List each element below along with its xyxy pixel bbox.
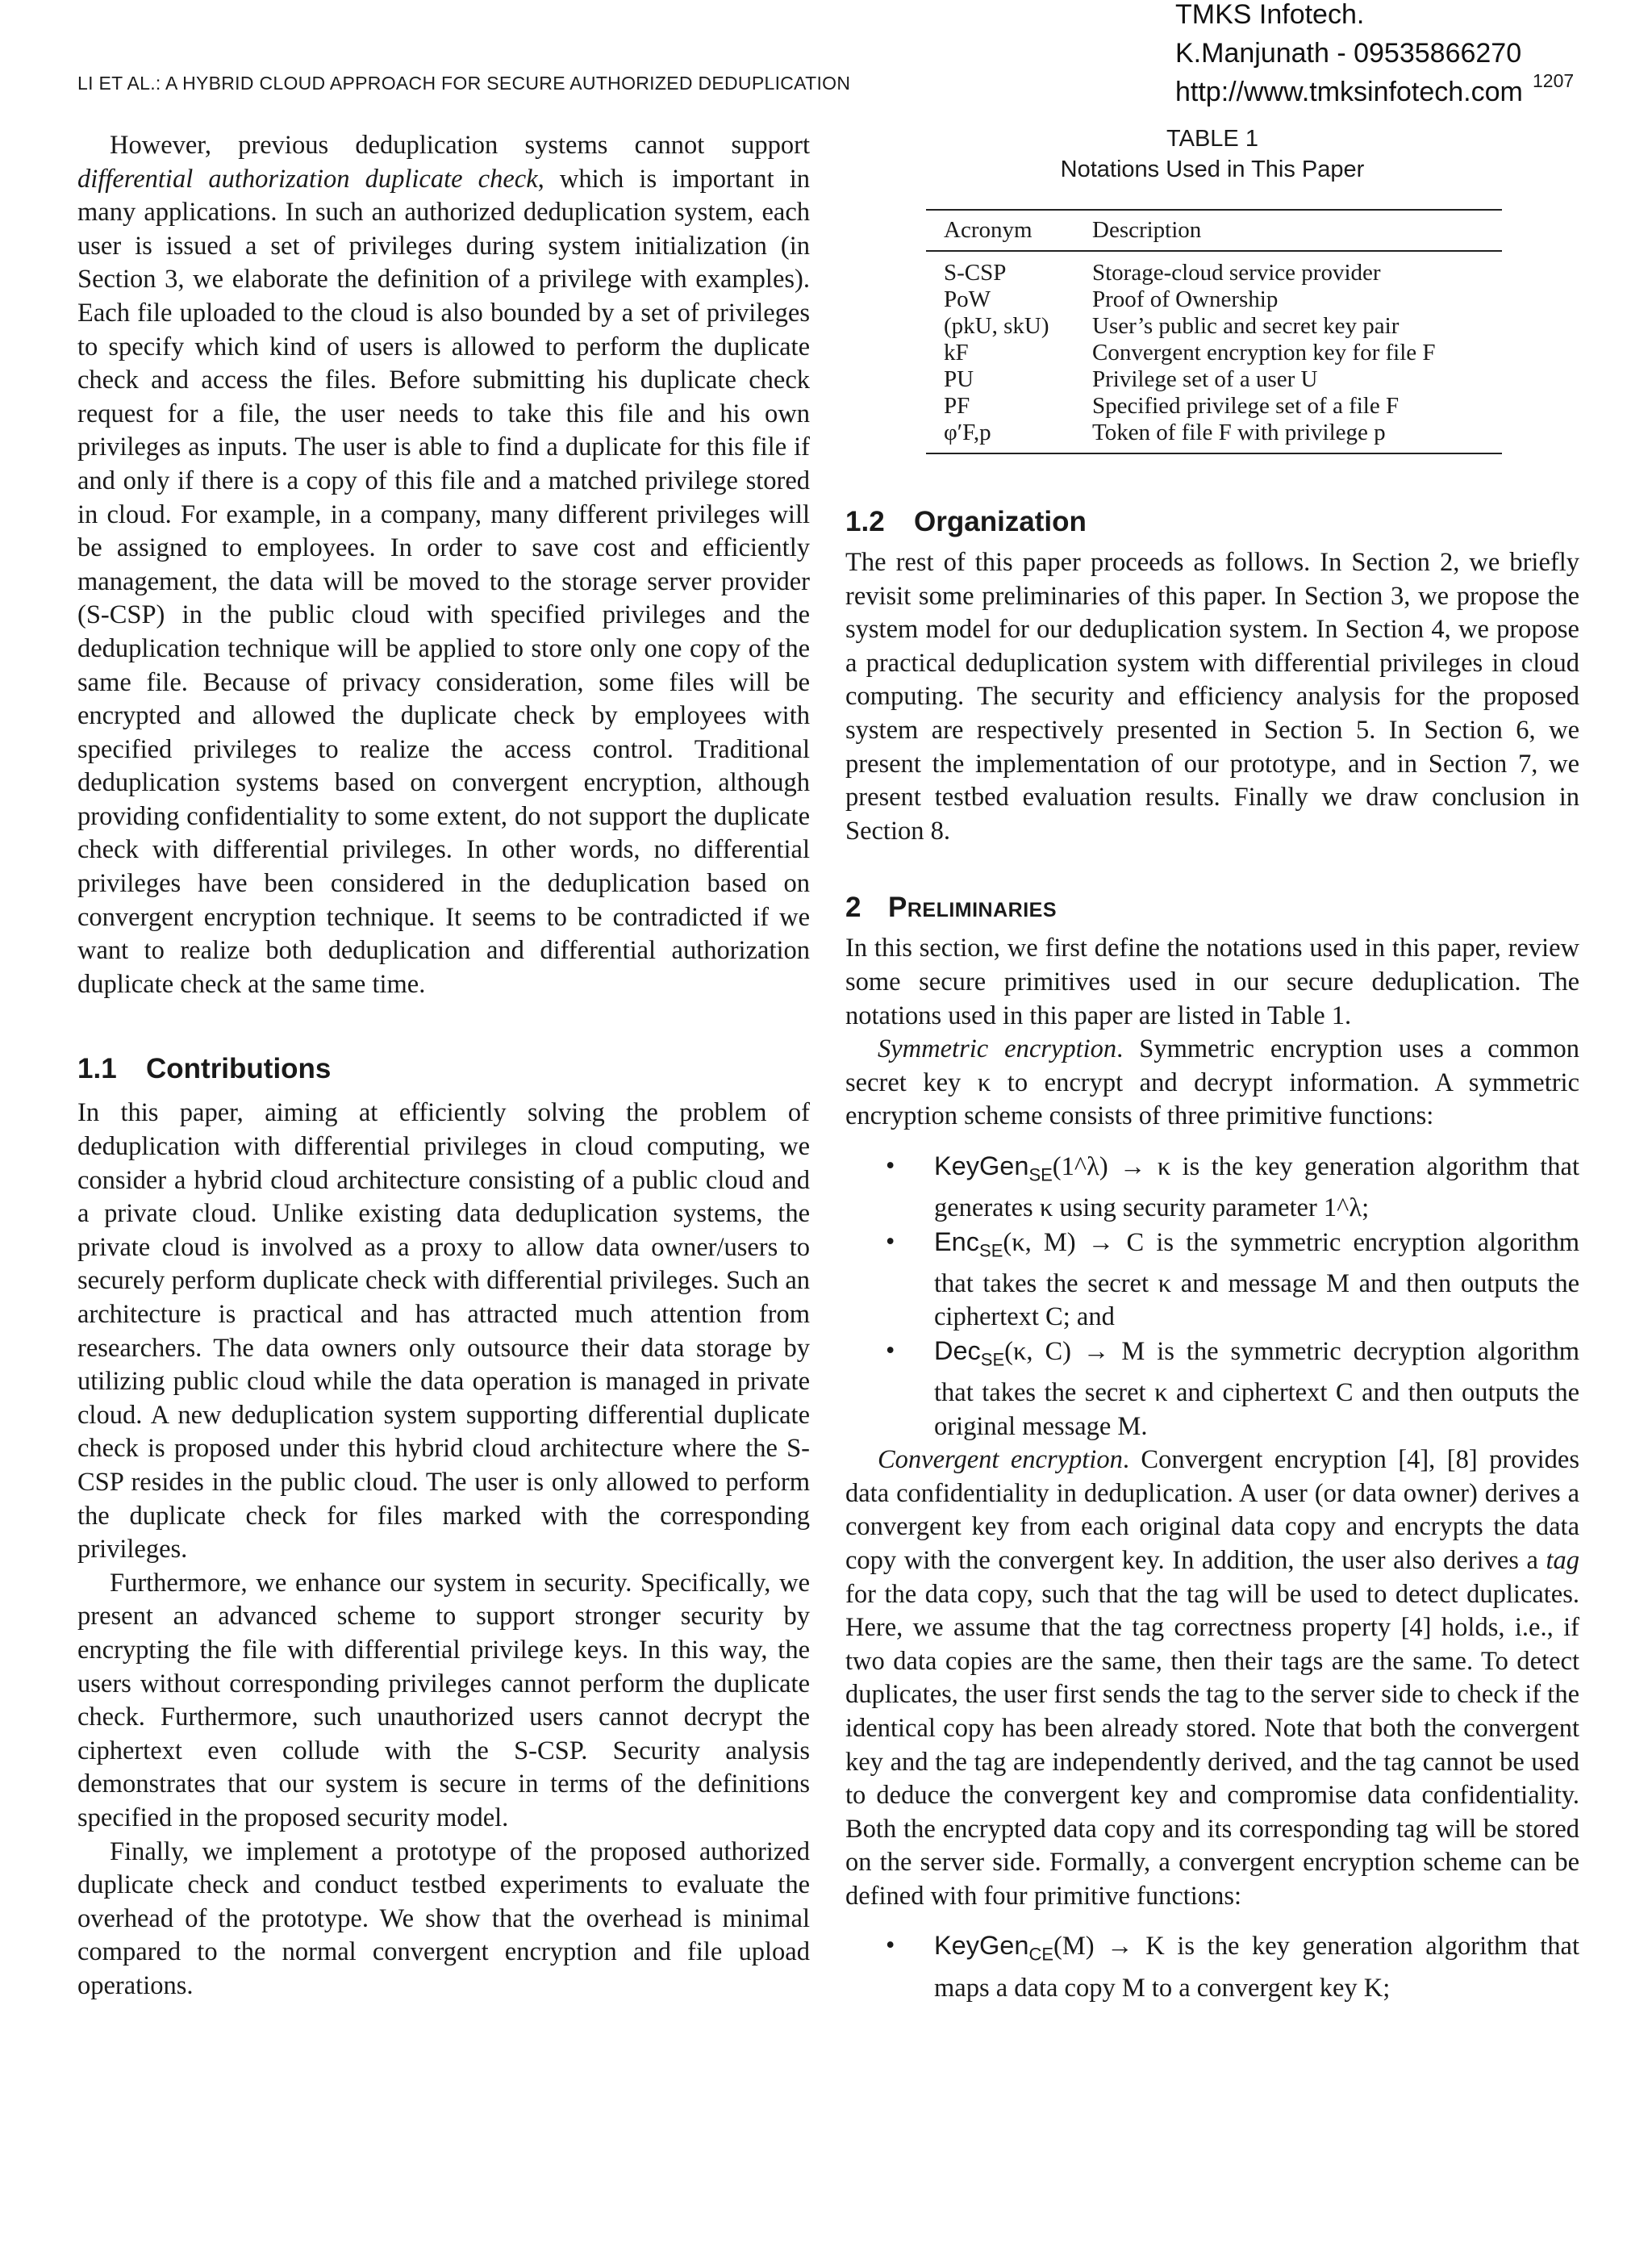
table-cell-acronym: (pkU, skU) xyxy=(944,313,1049,339)
function-list-item xyxy=(886,1226,1579,1335)
table-row xyxy=(926,251,1502,286)
contributions-paragraph-3: Finally, we implement a prototype of the proposed authorized duplicate check and conduct testbed experiments to evaluate the overhead of the prototype. We show that the overhead is minimal compared to the normal convergent encryption and file upload operations. xyxy=(77,1836,810,2000)
intro-paragraph: However, previous deduplication systems cannot support differential authorization duplicate check, which is important in many applications. In such an authorized deduplication system, each user is issued a set of privileges during system initialization (in Section 3, we elaborate the definition of a privilege with examples). Each file uploaded to the cloud is also bounded by a set of privileges to specify which kind of users is allowed to perform the duplicate check and access the files. Before submitting his duplicate check request for a file, the user needs to take this file and his own privileges as inputs. The user is able to find a duplicate for this file if and only if there is a copy of this file and a matched privilege stored in cloud. For example, in a company, many different privileges will be assigned to employees. In order to save cost and efficiently management, the data will be moved to the storage server provider (S-CSP) in the public cloud with specified privileges and the deduplication technique will be applied to store only one copy of the same file. Because of privacy consideration, some files will be encrypted and allowed the duplicate check by employees with specified privileges to realize the access control. Traditional deduplication systems based on convergent encryption, although providing confidentiality to some extent, do not support the duplicate check with differential privileges. In other words, no differential privileges have been considered in the deduplication based on convergent encryption technique. It seems to be contradicted if we want to realize both deduplication and differential authorization duplicate check at the same time. xyxy=(77,131,810,999)
convergent-function-list xyxy=(845,1929,1579,2005)
function-signature: (κ, C) → M xyxy=(1004,1336,1145,1366)
symmetric-encryption-paragraph: Symmetric encryption. Symmetric encryption uses a common secret key κ to encrypt and decrypt information. A symmetric encryption scheme consists of three primitive functions: xyxy=(845,1034,1579,1131)
table-cell-acronym: φ′F,p xyxy=(926,420,1074,453)
watermark-url[interactable]: http://www.tmksinfotech.com xyxy=(1175,77,1523,107)
function-name: KeyGen$_{CE}$ xyxy=(934,1931,1053,1965)
function-name: KeyGen$_{SE}$ xyxy=(934,1151,1053,1185)
convergent-encryption-paragraph: Convergent encryption. Convergent encryption [4], [8] provides data confidentiality in deduplication. A user (or data owner) derives a convergent key from each original data copy and encrypts the data copy with the convergent key. In addition, the user also derives a tag for the data copy, such that the tag will be used to detect duplicates. Here, we assume that the tag correctness property [4] holds, i.e., if two data copies are the same, then their tags are the same. To detect duplicates, the user first sends the tag to the server side to check if the identical copy has been already stored. Note that both the convergent key and the tag are independently derived, and the tag cannot be used to deduce the convergent key and compromise data confidentiality. Both the encrypted data copy and its corresponding tag will be stored on the server side. Formally, a convergent encryption scheme can be defined with four primitive functions: xyxy=(845,1445,1579,1911)
contributions-paragraph-2: Furthermore, we enhance our system in security. Specifically, we present an advanced scheme to support stronger security by encrypting the file with differential privilege keys. In this way, the users without corresponding privileges cannot perform the duplicate check. Furthermore, such unauthorized users cannot decrypt the ciphertext even collude with the S-CSP. Security analysis demonstrates that our system is secure in terms of the definitions specified in the proposed security model. xyxy=(77,1568,810,1832)
table-cell-acronym: PU xyxy=(944,366,974,392)
table-cell-description: User’s public and secret key pair xyxy=(1092,313,1400,339)
table-cell-acronym: PF xyxy=(944,393,970,419)
watermark-contact: K.Manjunath - 09535866270 xyxy=(1175,38,1522,69)
table-cell-description: Storage-cloud service provider xyxy=(1092,260,1381,286)
function-signature: (κ, M) → C xyxy=(1003,1227,1145,1257)
running-head: LI ET AL.: A HYBRID CLOUD APPROACH FOR SECURE AUTHORIZED DEDUPLICATION xyxy=(77,73,851,94)
heading-preliminaries: 2 Preliminaries xyxy=(845,892,1058,924)
table-row xyxy=(926,313,1502,340)
function-list-item xyxy=(886,1929,1580,2005)
convergent-encryption-term: Convergent encryption xyxy=(878,1445,1123,1475)
function-signature: (M) → K xyxy=(1053,1932,1165,1961)
tag-term: tag xyxy=(1546,1545,1579,1575)
left-column xyxy=(77,129,810,2003)
table-row xyxy=(926,366,1502,393)
table-label: TABLE 1 xyxy=(1166,126,1258,152)
table-cell-acronym: S-CSP xyxy=(944,260,1007,286)
table-cell-description: Privilege set of a user U xyxy=(1092,366,1318,392)
function-description: is the symmetric decryption algorithm that takes the secret κ and ciphertext C and then outputs the original message M. xyxy=(934,1336,1579,1441)
table-header-description: Description xyxy=(1074,210,1502,251)
table-header-acronym: Acronym xyxy=(926,210,1074,251)
function-list-item xyxy=(886,1150,1579,1226)
heading-organization: 1.2 Organization xyxy=(845,506,1087,537)
page-number: 1207 xyxy=(1533,70,1575,91)
heading-contributions: 1.1 Contributions xyxy=(77,1053,332,1085)
watermark xyxy=(1175,0,1523,111)
table-cell-description: Token of file F with privilege p xyxy=(1074,420,1502,453)
notation-table xyxy=(926,209,1502,454)
table-cell-acronym: PoW xyxy=(944,286,991,312)
emphasis-term: differential authorization duplicate check xyxy=(77,164,538,194)
table-cell-acronym: kF xyxy=(944,340,969,366)
function-name: Enc$_{SE}$ xyxy=(934,1226,1003,1261)
function-description: is the key generation algorithm that maps a data copy M to a convergent key K; xyxy=(934,1932,1580,2003)
function-signature: (1^λ) → κ xyxy=(1052,1151,1171,1181)
table-caption xyxy=(845,123,1579,185)
symmetric-function-list xyxy=(845,1150,1579,1443)
table-row xyxy=(926,286,1502,313)
bullet-icon: • xyxy=(886,1151,895,1180)
bullet-icon: • xyxy=(886,1226,895,1256)
table-cell-description: Specified privilege set of a file F xyxy=(1092,393,1400,419)
table-row xyxy=(926,420,1502,453)
function-name: Dec$_{SE}$ xyxy=(934,1335,1005,1370)
watermark-company: TMKS Infotech. xyxy=(1175,0,1365,30)
function-description: is the symmetric encryption algorithm that takes the secret κ and message M and then outputs the ciphertext C; and xyxy=(934,1227,1579,1332)
function-description: is the key generation algorithm that generates κ using security parameter 1^λ; xyxy=(934,1151,1579,1222)
bullet-icon: • xyxy=(886,1335,895,1365)
table-row xyxy=(926,340,1502,366)
function-list-item xyxy=(886,1335,1579,1443)
right-column xyxy=(845,123,1579,2005)
table-title: Notations Used in This Paper xyxy=(1060,157,1365,182)
symmetric-encryption-term: Symmetric encryption xyxy=(878,1034,1117,1064)
contributions-paragraph-1: In this paper, aiming at efficiently solving the problem of deduplication with differential privileges in cloud computing, we consider a hybrid cloud architecture consisting of a public cloud and a private cloud. Unlike existing data deduplication systems, the private cloud is involved as a proxy to allow data owner/users to securely perform duplicate check with differential privileges. Such an architecture is practical and has attracted much attention from researchers. The data owners only outsource their data storage by utilizing public cloud while the data operation is managed in private cloud. A new deduplication system supporting differential duplicate check is proposed under this hybrid cloud architecture where the S-CSP resides in the public cloud. The user is only allowed to perform the duplicate check for files marked with the corresponding privileges. xyxy=(77,1098,810,1565)
table-cell-description: Convergent encryption key for file F xyxy=(1092,340,1436,366)
table-cell-description: Proof of Ownership xyxy=(1092,286,1279,312)
preliminaries-paragraph: In this section, we first define the notations used in this paper, review some secure primitives used in our secure deduplication. The notations used in this paper are listed in Table 1. xyxy=(845,934,1579,1030)
organization-paragraph: The rest of this paper proceeds as follows. In Section 2, we briefly revisit some preliminaries of this paper. In Section 3, we propose the system model for our deduplication system. In Section 4, we propose a practical deduplication system with differential privileges in cloud computing. The security and efficiency analysis for the proposed system are respectively presented in Section 5. In Section 6, we present the implementation of our prototype, and in Section 7, we present testbed evaluation results. Finally we draw conclusion in Section 8. xyxy=(845,548,1579,846)
bullet-icon: • xyxy=(886,1931,895,1961)
table-row xyxy=(926,393,1502,420)
